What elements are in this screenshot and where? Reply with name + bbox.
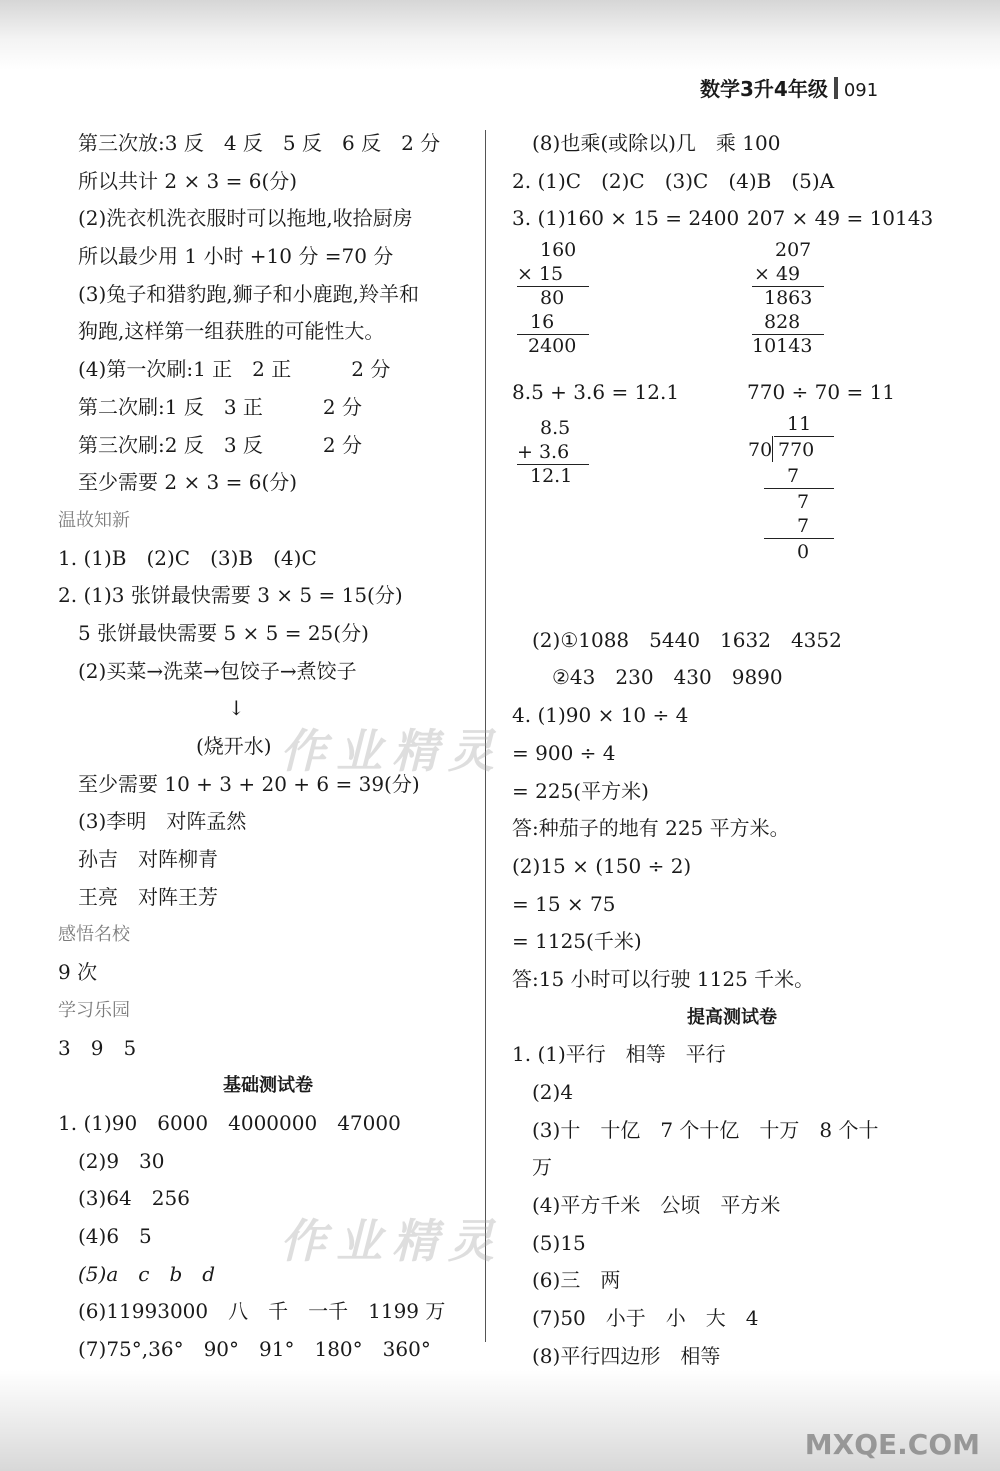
- answer-line: (2)洗衣机洗衣服时可以拖地,收拾厨房: [78, 206, 413, 231]
- answer-line: 3 9 5: [58, 1035, 137, 1060]
- top-decoration: [0, 0, 1000, 70]
- equation: 770 ÷ 70 = 11: [747, 380, 896, 405]
- answer-line: (2)15 × (150 ÷ 2): [512, 853, 692, 878]
- answer-line: (3)64 256: [78, 1186, 190, 1211]
- book-title: 数学3升4年级: [700, 77, 828, 101]
- answer-line: 至少需要 2 × 3 = 6(分): [78, 470, 298, 495]
- right-column: [512, 125, 952, 1376]
- answer-line: (烧开水): [196, 734, 272, 758]
- calc-value: 16: [530, 311, 555, 334]
- section-title: 基础测试卷: [223, 1075, 313, 1097]
- calc-value: 2400: [528, 335, 577, 358]
- answer-line: 第二次刷:1 反 3 正 2 分: [78, 394, 362, 419]
- answer-line: (4)6 5: [78, 1223, 152, 1248]
- answer-line: 1. (1)平行 相等 平行: [512, 1042, 726, 1067]
- answer-line: 2. (1)3 张饼最快需要 3 × 5 = 15(分): [58, 583, 403, 608]
- answer-line: 孙吉 对阵柳青: [78, 847, 218, 872]
- answer-line: = 900 ÷ 4: [512, 740, 616, 765]
- calc-value: × 49: [754, 263, 801, 286]
- down-arrow: ↓: [228, 696, 245, 721]
- header-divider: [834, 77, 838, 99]
- answer-line: (4)第一次刷:1 正 2 正 2 分: [78, 357, 391, 382]
- calc-value: × 15: [517, 263, 564, 286]
- watermark: 作业精灵: [280, 724, 504, 778]
- answer-line: (2)9 30: [78, 1148, 165, 1173]
- answer-line: (3)兔子和猎豹跑,狮子和小鹿跑,羚羊和: [78, 281, 420, 306]
- answer-line: 第三次刷:2 反 3 反 2 分: [78, 432, 362, 457]
- answer-line: (2)①1088 5440 1632 4352: [532, 627, 842, 652]
- calc-value: 770: [778, 438, 815, 461]
- calc-value: 80: [540, 287, 565, 310]
- answer-line: = 15 × 75: [512, 891, 616, 916]
- answer-line: 1. (1)90 6000 4000000 47000: [58, 1110, 401, 1135]
- calc-value: 11: [787, 412, 812, 435]
- calc-value: 828: [764, 311, 801, 334]
- answer-line: 至少需要 10 + 3 + 20 + 6 = 39(分): [78, 771, 420, 796]
- answer-line: 所以共计 2 × 3 = 6(分): [78, 168, 298, 193]
- answer-line: (3)十 十亿 7 个十亿 十万 8 个十: [532, 1117, 879, 1142]
- answer-line: 1. (1)B (2)C (3)B (4)C: [58, 545, 317, 570]
- answer-line: ②43 230 430 9890: [552, 665, 783, 690]
- calc-rule: [774, 436, 834, 437]
- equation: 207 × 49 = 10143: [747, 206, 934, 231]
- answer-line: 答:15 小时可以行驶 1125 千米。: [512, 966, 815, 991]
- vertical-calculations-2: [512, 412, 952, 622]
- calc-value: 10143: [752, 335, 813, 358]
- answer-line: (2)买菜→洗菜→包饺子→煮饺子: [78, 658, 357, 683]
- answer-line: = 1125(千米): [512, 929, 642, 954]
- answer-line: = 225(平方米): [512, 778, 649, 803]
- calc-value: 12.1: [530, 464, 573, 487]
- answer-line: (7)50 小于 小 大 4: [532, 1306, 759, 1331]
- answer-line: 4. (1)90 × 10 ÷ 4: [512, 703, 689, 728]
- page-number: 091: [843, 80, 879, 101]
- answer-line: (3)李明 对阵孟然: [78, 809, 247, 834]
- answer-line: [512, 374, 952, 412]
- watermark: 作业精灵: [280, 1214, 504, 1268]
- answer-line: 2. (1)C (2)C (3)C (4)B (5)A: [512, 168, 835, 193]
- calc-value: 160: [540, 239, 577, 262]
- answer-line: (7)75°,36° 90° 91° 180° 360°: [78, 1337, 431, 1361]
- answer-line: 狗跑,这样第一组获胜的可能性大。: [78, 319, 385, 344]
- page-header: [700, 74, 878, 104]
- equation: 8.5 + 3.6 = 12.1: [512, 380, 680, 405]
- answer-line: (6)11993000 八 千 一千 1199 万: [78, 1299, 446, 1324]
- answer-line: 9 次: [58, 960, 98, 985]
- calc-value: + 3.6: [517, 440, 570, 463]
- answer-line: (5)15: [532, 1230, 586, 1255]
- calc-value: 0: [797, 540, 810, 563]
- calc-value: 1863: [764, 287, 813, 310]
- equation: 3. (1)160 × 15 = 2400: [512, 206, 740, 231]
- answer-line: 万: [532, 1155, 552, 1180]
- calc-rule: [764, 488, 834, 489]
- section-heading: 温故知新: [58, 509, 130, 531]
- vertical-calculations-1: [512, 238, 952, 358]
- answer-line: (2)4: [532, 1080, 574, 1104]
- answer-line: 第三次放:3 反 4 反 5 反 6 反 2 分: [78, 131, 441, 155]
- calc-value: 8.5: [540, 416, 571, 439]
- section-heading: 感悟名校: [58, 924, 130, 946]
- calc-value: 7: [797, 514, 810, 537]
- calc-value: 207: [775, 239, 812, 262]
- calc-value: 70: [748, 438, 773, 461]
- answer-line: (5)a c b d: [78, 1261, 216, 1286]
- section-heading: 学习乐园: [58, 999, 130, 1021]
- calc-value: 7: [797, 490, 810, 513]
- section-title: 提高测试卷: [687, 1006, 777, 1028]
- answer-line: 王亮 对阵王芳: [78, 884, 218, 909]
- site-logo: MXQE.COM: [804, 1428, 980, 1461]
- answer-line: 5 张饼最快需要 5 × 5 = 25(分): [78, 620, 369, 645]
- answer-line: (6)三 两: [532, 1268, 621, 1293]
- answer-line: 答:种茄子的地有 225 平方米。: [512, 816, 790, 841]
- answer-line: [512, 200, 952, 238]
- answer-line: 所以最少用 1 小时 +10 分 =70 分: [78, 244, 394, 269]
- answer-line: (8)也乘(或除以)几 乘 100: [532, 131, 781, 155]
- calc-value: 7: [787, 464, 800, 487]
- calc-rule: [764, 538, 834, 539]
- answer-line: (4)平方千米 公顷 平方米: [532, 1193, 781, 1218]
- answer-line: (8)平行四边形 相等: [532, 1343, 721, 1368]
